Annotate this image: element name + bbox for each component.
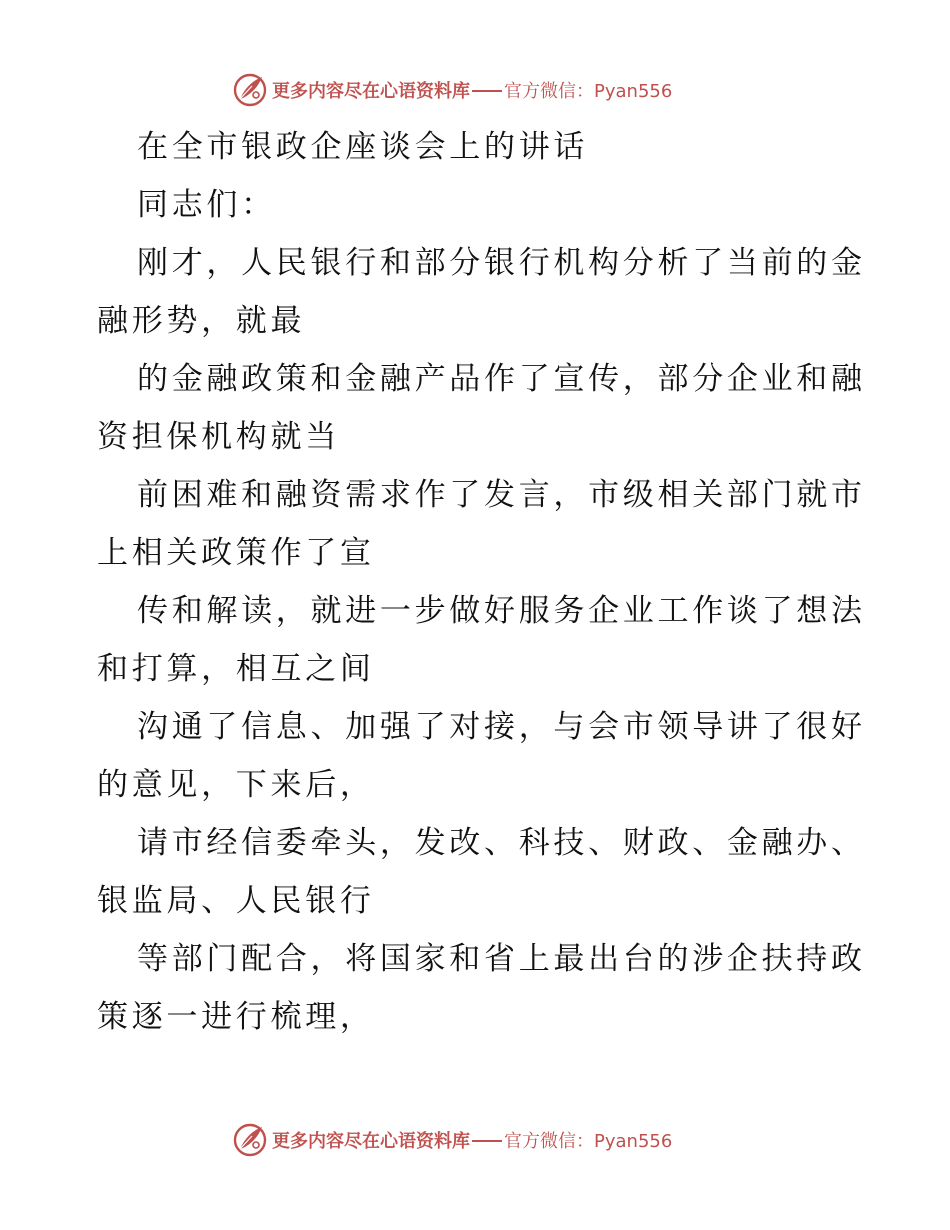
header-wechat-text: 官方微信：Pyan556 xyxy=(504,81,673,102)
feather-pen-logo-icon xyxy=(232,72,268,108)
paragraph-line: 上相关政策作了宣 xyxy=(97,535,375,571)
paragraph-line: 传和解读，就进一步做好服务企业工作谈了想法 xyxy=(137,593,866,629)
salutation: 同志们： xyxy=(137,187,276,223)
paragraph-line: 沟通了信息、加强了对接，与会市领导讲了很好 xyxy=(137,709,866,745)
paragraph-line: 策逐一进行梳理， xyxy=(97,999,375,1035)
paragraph-line: 的意见，下来后， xyxy=(97,767,375,803)
footer-brand-text: 更多内容尽在心语资料库 xyxy=(272,1131,470,1152)
paragraph-line: 资担保机构就当 xyxy=(97,419,340,455)
paragraph-line: 刚才，人民银行和部分银行机构分析了当前的金 xyxy=(137,245,866,281)
footer-wechat-text: 官方微信：Pyan556 xyxy=(504,1131,673,1152)
header-banner xyxy=(232,72,672,108)
paragraph-line: 银监局、人民银行 xyxy=(97,883,375,919)
paragraph-line: 前困难和融资需求作了发言，市级相关部门就市 xyxy=(137,477,866,513)
paragraph-line: 融形势，就最 xyxy=(97,303,306,339)
document-title: 在全市银政企座谈会上的讲话 xyxy=(137,129,589,165)
paragraph-line: 请市经信委牵头，发改、科技、财政、金融办、 xyxy=(137,825,866,861)
footer-dash-divider xyxy=(472,1140,502,1142)
paragraph-line: 和打算，相互之间 xyxy=(97,651,375,687)
paragraph-line: 的金融政策和金融产品作了宣传，部分企业和融 xyxy=(137,361,866,397)
header-dash-divider xyxy=(472,90,502,92)
footer-banner xyxy=(232,1122,672,1158)
paragraph-line: 等部门配合，将国家和省上最出台的涉企扶持政 xyxy=(137,941,866,977)
feather-pen-logo-icon xyxy=(232,1122,268,1158)
document-body xyxy=(97,118,866,1046)
header-brand-text: 更多内容尽在心语资料库 xyxy=(272,81,470,102)
